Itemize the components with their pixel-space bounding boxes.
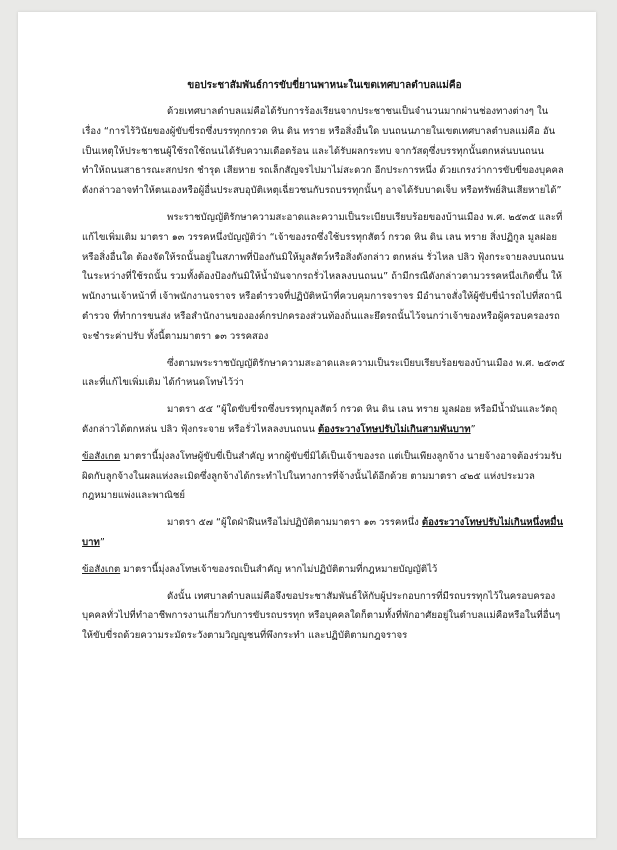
paragraph-note-1 <box>82 447 567 506</box>
note-label: ข้อสังเกต <box>82 450 121 462</box>
note-1-text: มาตรานี้มุ่งลงโทษผู้ขับขี่เป็นสำคัญ หากผู้ขับขี่มิได้เป็นเจ้าของรถ แต่เป็นเพียงลูกจ้าง นายจ้างอาจต้องร่วมรับผิดกับลูกจ้างในผลแห่งละเมิดซึ่งลูกจ้างได้กระทำไปในทางการที่จ้างนั้นได้อีกด้วย ตามมาตรา ๔๒๕ แห่งประมวลกฎหมายแพ่งและพาณิชย์ <box>82 450 562 502</box>
section-57-close-quote: ” <box>99 536 105 548</box>
section-57-penalty: ต้องระวางโทษปรับไม่เกินหนึ่งหมื่นบาท <box>82 517 564 548</box>
section-57-text: มาตรา ๕๗ “ผู้ใดฝ่าฝืนหรือไม่ปฏิบัติตามมาตรา ๑๓ วรรคหนึ่ง <box>167 517 422 529</box>
paragraph-conclusion: ดังนั้น เทศบาลตำบลแม่คือจึงขอประชาสัมพันธ์ให้กับผู้ประกอบการที่มีรถบรรทุกไว้ในครอบครอง บุคคลทั่วไปที่ทำอาชีพการงานเกี่ยวกับการขับรถบรรทุก หรือบุคคลใดก็ตามทั้งที่พักอาศัยอยู่ในตำบลแม่คือหรือในที่อื่นๆ ให้ขับขี่รถด้วยความระมัดระวังตามวิญญูชนที่พึงกระทำ และปฏิบัติตามกฎจราจร <box>82 590 561 642</box>
section-55-close-quote: ” <box>470 423 476 435</box>
paragraph-section-13: พระราชบัญญัติรักษาความสะอาดและความเป็นระเบียบเรียบร้อยของบ้านเมือง พ.ศ. ๒๕๓๕ และที่แก้ไขเพิ่มเติม มาตรา ๑๓ วรรคหนึ่งบัญญัติว่า “เจ้าของรถซึ่งใช้บรรทุกสัตว์ กรวด หิน ดิน เลน ทราย สิ่งปฏิกูล มูลฝอย หรือสิ่งอื่นใด ต้องจัดให้รถนั้นอยู่ในสภาพที่ป้องกันมิให้มูลสัตว์หรือสิ่งดังกล่าว ตกหล่น รั่วไหล ปลิว ฟุ้งกระจายลงบนถนนในระหว่างที่ใช้รถนั้น รวมทั้งต้องป้องกันมิให้น้ำมันจากรถรั่วไหลลงบนถนน” ถ้ามีกรณีดังกล่าวตามวรรคหนึ่งเกิดขึ้น ให้พนักงานเจ้าหน้าที่ เจ้าพนักงานจราจร หรือตำรวจที่ปฏิบัติหน้าที่ควบคุมการจราจร มีอำนาจสั่งให้ผู้ขับขี่นำรถไปที่สถานีตำรวจ ที่ทำการขนส่ง หรือสำนักงานขององค์กรปกครองส่วนท้องถิ่นและยึดรถนั้นไว้จนกว่าเจ้าของหรือผู้ครอบครองรถจะชำระค่าปรับ ทั้งนี้ตามมาตรา ๑๓ วรรคสอง <box>82 211 564 342</box>
section-55-text: มาตรา ๕๕ “ผู้ใดขับขี่รถซึ่งบรรทุกมูลสัตว์ กรวด หิน ดิน เลน ทราย มูลฝอย หรือมีน้ำมันและวัตถุดังกล่าวได้ตกหล่น ปลิว ฟุ้งกระจาย หรือรั่วไหลลงบนถนน <box>82 404 558 435</box>
note-2-text: มาตรานี้มุ่งลงโทษเจ้าของรถเป็นสำคัญ หากไม่ปฏิบัติตามที่กฎหมายบัญญัติไว้ <box>120 563 438 575</box>
paragraph-complaint: ด้วยเทศบาลตำบลแม่คือได้รับการร้องเรียนจากประชาชนเป็นจำนวนมากผ่านช่องทางต่างๆ ในเรื่อง “การไร้วินัยของผู้ขับขี่รถซึ่งบรรทุกกรวด หิน ดิน ทราย หรือสิ่งอื่นใด บนถนนภายในเขตเทศบาลตำบลแม่คือ อันเป็นเหตุให้ประชาชนผู้ใช้รถใช้ถนนได้รับความเดือดร้อน และได้รับผลกระทบ จากวัสดุซึ่งบรรทุกนั้นตกหล่นบนถนน ทำให้ถนนสาธารณะสกปรก ชำรุด เสียหาย รถเล็กสัญจรไปมาไม่สะดวก อีกประการหนึ่ง ด้วยเกรงว่าการขับขี่ของบุคคลดังกล่าวอาจทำให้ตนเองหรือผู้อื่นประสบอุบัติเหตุเฉี่ยวชนกับรถบรรทุกนั้นๆ อาจได้รับบาดเจ็บ หรือทรัพย์สินเสียหายได้” <box>82 106 564 197</box>
paragraph-note-2 <box>82 560 567 580</box>
note-label: ข้อสังเกต <box>82 563 121 575</box>
paragraph-section-57 <box>82 513 567 553</box>
paragraph-penalty-intro: ซึ่งตามพระราชบัญญัติรักษาความสะอาดและความเป็นระเบียบเรียบร้อยของบ้านเมือง พ.ศ. ๒๕๓๕ และที่แก้ไขเพิ่มเติม ได้กำหนดโทษไว้ว่า <box>82 357 565 389</box>
document-title: ขอประชาสัมพันธ์การขับขี่ยานพาหนะในเขตเทศบาลตำบลแม่คือ <box>187 80 462 91</box>
document-body <box>82 76 567 653</box>
paragraph-section-55 <box>82 400 567 440</box>
document-page <box>18 12 596 838</box>
section-55-penalty: ต้องระวางโทษปรับไม่เกินสามพันบาท <box>317 423 471 435</box>
